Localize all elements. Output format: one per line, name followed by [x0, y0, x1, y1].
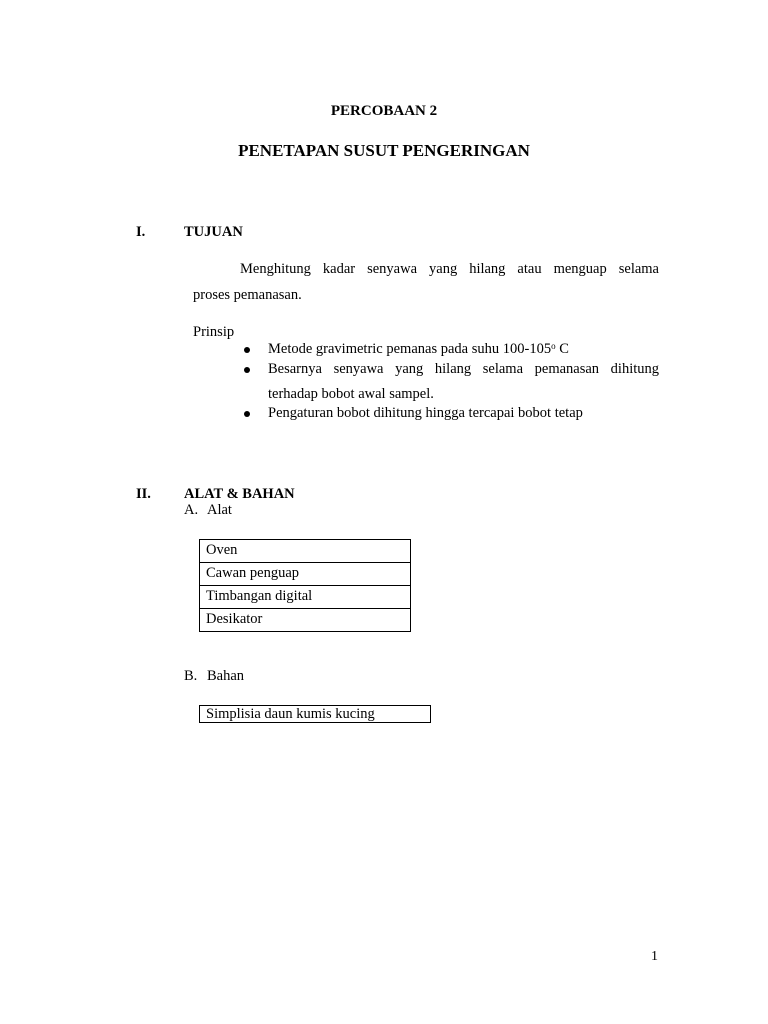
section2-title: ALAT & BAHAN — [184, 486, 295, 502]
bullet-item-1-text: Metode gravimetric pemanas pada suhu 100-105 — [268, 341, 552, 357]
table-row — [200, 586, 411, 609]
section1-number: I. — [136, 224, 146, 240]
table-row — [200, 609, 411, 632]
document-number: PERCOBAAN 2 — [330, 103, 438, 119]
tujuan-line1: Menghitung kadar senyawa yang hilang atau menguap selama — [240, 261, 659, 277]
section2-number: II. — [136, 486, 151, 502]
bahan-table — [199, 705, 431, 723]
alat-table — [199, 539, 411, 632]
table-row — [200, 540, 411, 563]
bullet-icon — [244, 347, 250, 353]
subsection-a-title: Alat — [207, 502, 232, 518]
bullet-item-2-line1: Besarnya senyawa yang hilang selama pemanasan dihitung — [268, 361, 659, 377]
document-title: PENETAPAN SUSUT PENGERINGAN — [238, 141, 530, 160]
table-cell: Cawan penguap — [200, 563, 411, 586]
table-cell: Simplisia daun kumis kucing — [200, 706, 431, 723]
bullet-item-1 — [268, 341, 569, 358]
bullet-item-3: Pengaturan bobot dihitung hingga tercapai bobot tetap — [268, 405, 583, 421]
prinsip-label: Prinsip — [193, 324, 235, 340]
table-cell: Oven — [200, 540, 411, 563]
degree-superscript: o — [551, 341, 556, 351]
section1-title: TUJUAN — [184, 224, 243, 240]
bullet-icon — [244, 411, 250, 417]
bullet-item-1-unit: C — [555, 341, 569, 357]
table-cell: Desikator — [200, 609, 411, 632]
table-cell: Timbangan digital — [200, 586, 411, 609]
page-number: 1 — [651, 949, 658, 964]
tujuan-line2: proses pemanasan. — [193, 287, 302, 303]
table-row — [200, 706, 431, 723]
subsection-b-label: B. — [184, 668, 198, 684]
bullet-icon — [244, 367, 250, 373]
table-row — [200, 563, 411, 586]
bullet-item-2-line2: terhadap bobot awal sampel. — [268, 386, 434, 402]
subsection-b-title: Bahan — [207, 668, 245, 684]
subsection-a-label: A. — [184, 502, 199, 518]
